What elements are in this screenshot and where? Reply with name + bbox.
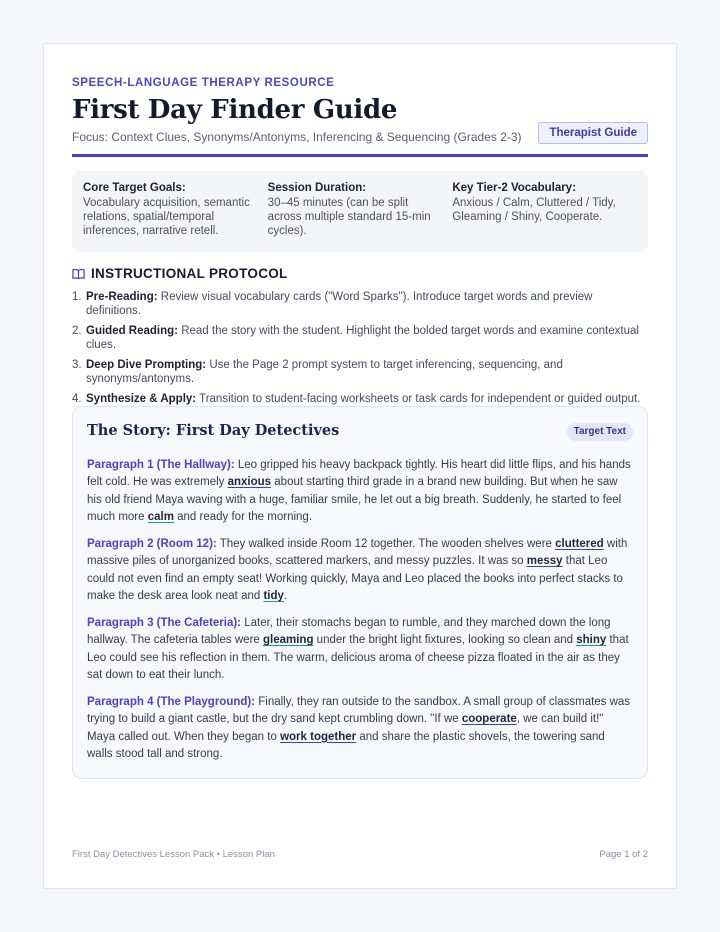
paragraph-text: about starting third grade in a brand new building. But when he saw his old friend Maya waving with a huge, familiar smile, he let out a big breath. Suddenly, he started to feel much more — [87, 476, 622, 523]
protocol-step — [72, 358, 648, 386]
goal-vocabulary — [452, 182, 637, 241]
book-open-icon — [72, 268, 85, 280]
story-paragraph — [87, 457, 633, 526]
step-text: Read the story with the student. Highlight the bolded target words and examine contextual clues. — [86, 325, 639, 351]
vocab-word: messy — [526, 555, 563, 568]
paragraph-text: and share the plastic shovels, the towering sand walls stood tall and strong. — [87, 730, 605, 760]
step-label: Synthesize & Apply: — [86, 393, 197, 405]
paragraph-heading: Paragraph 3 (The Cafeteria): — [87, 617, 242, 629]
vocab-word: gleaming — [263, 634, 314, 647]
page-title: First Day Finder Guide — [72, 95, 398, 125]
target-text-badge: Target Text — [567, 423, 633, 441]
story-paragraph — [87, 615, 633, 684]
paragraph-heading: Paragraph 2 (Room 12): — [87, 538, 217, 550]
goal-body: Anxious / Calm, Cluttered / Tidy, Gleaming / Shiny, Cooperate. — [452, 197, 616, 223]
goal-heading: Core Target Goals: — [83, 182, 186, 194]
vocab-word: work together — [280, 730, 357, 743]
story-title: The Story: First Day Detectives — [87, 422, 340, 439]
step-text: Review visual vocabulary cards ("Word Sparks"). Introduce target words and preview definitions. — [86, 291, 593, 317]
lesson-page — [43, 43, 677, 889]
story-card — [72, 406, 648, 779]
step-number: 1. — [72, 291, 82, 303]
step-label: Deep Dive Prompting: — [86, 359, 207, 371]
step-label: Pre-Reading: — [86, 291, 158, 303]
protocol-step — [72, 290, 648, 318]
protocol-heading-text: INSTRUCTIONAL PROTOCOL — [91, 266, 288, 281]
paragraph-text: Later, their stomachs began to rumble, and they marched down the long hallway. The cafeteria tables were — [87, 617, 611, 647]
story-paragraph — [87, 536, 633, 605]
goal-core — [83, 182, 268, 241]
vocab-word: shiny — [576, 634, 607, 647]
protocol-step — [72, 392, 648, 406]
protocol-heading — [72, 266, 288, 281]
goal-body: Vocabulary acquisition, semantic relations, spatial/temporal inferences, narrative retell. — [83, 197, 250, 237]
paragraph-text: . — [283, 589, 288, 602]
goal-heading: Session Duration: — [267, 182, 367, 194]
paragraph-text: that Leo could not even find an empty seat! Working quickly, Maya and Leo placed the books into perfect stacks to make the desk area look neat and — [87, 555, 623, 602]
step-number: 2. — [72, 325, 82, 337]
therapist-guide-badge: Therapist Guide — [538, 122, 648, 144]
paragraph-text: They walked inside Room 12 together. The wooden shelves were — [216, 538, 556, 550]
goal-duration — [268, 182, 453, 241]
paragraph-text: under the bright light fixtures, looking so clean and — [313, 634, 577, 647]
goal-heading: Key Tier-2 Vocabulary: — [452, 182, 576, 194]
focus-subtitle: Focus: Context Clues, Synonyms/Antonyms, Inferencing & Sequencing (Grades 2-3) — [72, 130, 522, 144]
paragraph-text: , we can build it!" Maya called out. When they began to — [87, 713, 604, 743]
vocab-word: calm — [147, 510, 174, 523]
goal-body: 30–45 minutes (can be split across multiple standard 15-min cycles). — [267, 197, 431, 237]
step-number: 4. — [72, 393, 82, 405]
step-text: Transition to student-facing worksheets or task cards for independent or guided output. — [196, 393, 641, 405]
step-text: Use the Page 2 prompt system to target inferencing, sequencing, and synonyms/antonyms. — [86, 359, 563, 385]
footer-lesson-pack: First Day Detectives Lesson Pack • Lesson Plan — [72, 849, 275, 860]
paragraph-text: Finally, they ran outside to the sandbox. A small group of classmates was trying to build a giant castle, but the dry sand kept crumbling down. "If we — [87, 696, 631, 726]
footer-page-number: Page 1 of 2 — [599, 849, 648, 860]
paragraph-heading: Paragraph 4 (The Playground): — [87, 696, 256, 708]
vocab-word: tidy — [263, 589, 284, 602]
resource-eyebrow: SPEECH-LANGUAGE THERAPY RESOURCE — [72, 77, 335, 89]
paragraph-text: that Leo could see his reflection in them. The warm, delicious aroma of cheese pizza floated in the air as they sat down to eat their lunch. — [87, 634, 629, 681]
protocol-steps — [72, 290, 648, 412]
step-label: Guided Reading: — [86, 325, 178, 337]
paragraph-heading: Paragraph 1 (The Hallway): — [87, 459, 235, 471]
step-number: 3. — [72, 359, 82, 371]
vocab-word: cluttered — [555, 538, 604, 550]
protocol-step — [72, 324, 648, 352]
header-divider — [72, 154, 648, 157]
paragraph-text: Leo gripped his heavy backpack tightly. His heart did little flips, and his hands felt cold. He was extremely — [87, 459, 631, 489]
paragraph-text: and ready for the morning. — [173, 510, 313, 523]
goals-panel — [72, 171, 648, 252]
vocab-word: anxious — [227, 476, 272, 489]
story-paragraph — [87, 694, 633, 763]
paragraph-text: with massive piles of unorganized books, scattered markers, and messy puzzles. It was so — [87, 538, 628, 568]
vocab-word: cooperate — [461, 713, 517, 726]
